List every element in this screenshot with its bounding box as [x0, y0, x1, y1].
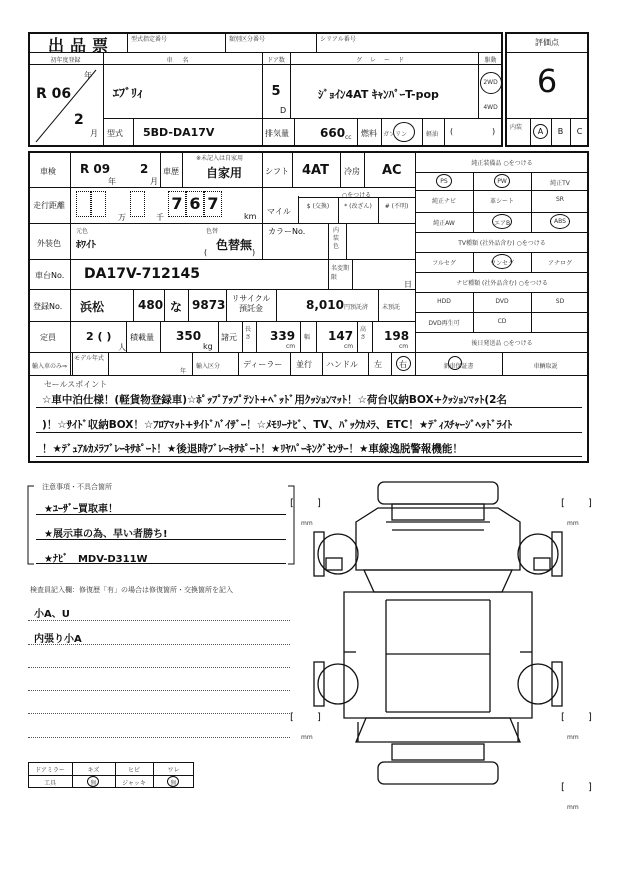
cc-unit: cc	[345, 134, 352, 141]
inspector-label: 検査員記入欄：修復歴「有」の場合は修復箇所・交換箇所を記入	[30, 586, 233, 594]
length-value: 339	[270, 329, 296, 343]
chassis-value: DA17V-712145	[84, 266, 201, 282]
sales-line-2: )！☆ｻｲﾄﾞ収納BOX！☆ﾌﾛｱﾏｯﾄ+ｻｲﾄﾞﾊﾞｲｻﾞｰ！☆ﾒﾓﾘｰﾅﾋﾞ、TV、ﾊﾞｯｸｶﾒﾗ、ETC！★ﾃﾞｨｽﾁｬｰｼﾞﾍｯﾄﾞﾗｲﾄ	[42, 419, 513, 431]
interior-a: A	[537, 127, 544, 136]
navi-sd: SD	[555, 298, 565, 305]
history-note: ※未記入は自家用	[196, 155, 244, 162]
label-interior-color: 内装色	[333, 227, 340, 250]
tv-analog: アナログ	[547, 260, 572, 267]
first-reg-month: 2	[74, 112, 84, 128]
label-parallel: 並行	[296, 360, 312, 369]
label-original-color: 元色	[76, 228, 89, 235]
door-count: 5	[271, 84, 281, 99]
width-unit: cm	[344, 343, 354, 350]
tools-header-scratch: キズ	[87, 767, 100, 774]
navi-hdd: HDD	[437, 298, 451, 305]
bracket-front-left-open: [	[290, 498, 294, 509]
label-ac: 冷房	[344, 167, 360, 176]
load-value: 350	[176, 329, 202, 343]
mark-unknown: # (不明)	[384, 203, 409, 210]
opt-leather: 革シート	[489, 198, 514, 205]
label-model-year: モデル年式	[74, 355, 104, 362]
opt-aw: 純正AW	[433, 220, 455, 227]
later-header: 後日発送品 ○をつける	[471, 340, 533, 347]
displacement-value: 660	[320, 126, 346, 140]
car-damage-diagram	[296, 472, 596, 822]
plate-number: 9873	[192, 298, 226, 312]
label-height: 高さ	[360, 326, 367, 341]
notes-line-3: ★ﾅﾋﾞ MDV-D311W	[44, 554, 148, 565]
inspector-line-2: 内張り小A	[34, 634, 82, 645]
tv-oneseg: ワンセグ	[489, 260, 514, 267]
tools-jack-value: 無	[170, 780, 177, 787]
bracket-front-left-close: ]	[317, 498, 321, 509]
tools-header-break: ワレ	[167, 767, 180, 774]
mm-rear-right: mm	[567, 734, 579, 741]
label-mile: マイル	[267, 207, 291, 216]
tools-tool-label: 工具	[43, 780, 56, 787]
original-color-value: ﾎﾜｲﾄ	[76, 240, 96, 251]
label-capacity: 定員	[40, 333, 56, 342]
height-unit: cm	[399, 343, 409, 350]
label-color-no: カラーNo.	[268, 227, 306, 236]
mm-front-left: mm	[301, 520, 313, 527]
mileage-digit-1	[76, 191, 91, 217]
car-name-value: ｴﾌﾞﾘｨ	[113, 86, 144, 100]
sales-label: セールスポイント	[44, 380, 108, 389]
color-change-value: 色替無	[216, 238, 253, 252]
mileage-sen-unit: 千	[156, 213, 164, 222]
label-fuel: 燃料	[361, 129, 377, 138]
first-reg-era: R 06	[36, 86, 72, 102]
label-drive: 駆動	[484, 57, 497, 64]
inspection-era: R 09	[80, 162, 111, 176]
label-history: 車歴	[163, 167, 179, 176]
inspection-year-unit: 年	[108, 177, 116, 186]
genuine-header: 純正装備品 ○をつける	[471, 160, 533, 167]
mm-front-right: mm	[567, 520, 579, 527]
label-mileage: 走行距離	[33, 201, 65, 210]
interior-b: B	[557, 127, 564, 136]
notes-line-1: ★ﾕｰｻﾞｰ買取車！	[44, 504, 118, 515]
sales-line-3: ！★ﾃﾞｭｱﾙｶﾒﾗﾌﾞﾚｰｷｻﾎﾟｰﾄ！★後退時ﾌﾞﾚｰｷｻﾎﾟｰﾄ！★ﾘﾔﾊﾟｰｷﾝｸﾞｾﾝｻｰ！★車線逸脱警報機能！	[42, 443, 463, 455]
bracket-spare-close: ]	[588, 782, 592, 793]
grade-value: ｼﾞｮｲﾝ4AT ｷｬﾝﾊﾟｰT-pop	[318, 88, 439, 101]
recycle-unpaid: 未預託	[382, 304, 401, 311]
mileage-man-unit: 万	[118, 213, 126, 222]
inspector-line-1: 小A、U	[34, 609, 70, 620]
label-shift: シフト	[265, 167, 289, 176]
tools-header-mirror: ドアミラー	[35, 767, 65, 774]
tools-tool-value: 無	[90, 780, 97, 787]
bracket-spare-open: [	[561, 782, 565, 793]
label-inspection: 車検	[40, 167, 56, 176]
length-unit: cm	[286, 343, 296, 350]
mm-rear-left: mm	[301, 734, 313, 741]
inspection-month: 2	[140, 162, 149, 176]
label-import: 輸入車のみ⇒	[32, 363, 68, 370]
opt-navi: 純正ナビ	[431, 198, 456, 205]
notes-line-2: ★展示車の為、早い者勝ち!	[44, 529, 168, 540]
label-grade: グレード	[355, 57, 412, 64]
tools-jack-label: ジャッキ	[122, 780, 146, 787]
model-year-unit: 年	[180, 368, 187, 375]
later-warranty: 新車保証書	[443, 363, 474, 370]
mileage-value-digit-4: 7	[171, 194, 183, 213]
label-width: 幅	[304, 334, 311, 341]
label-type-number: 型式指定番号	[131, 36, 168, 43]
score-value: 6	[536, 62, 558, 100]
door-type: D	[280, 106, 287, 115]
label-right: 右	[399, 360, 407, 369]
label-car-name: 車名	[166, 57, 199, 64]
tv-header: TV種類 (社外品含む) ○をつける	[458, 240, 546, 247]
first-reg-year-unit: 年	[84, 71, 92, 80]
fuel-gasoline: ガソリン	[383, 131, 408, 138]
navi-header: ナビ種類 (社外品含む) ○をつける	[456, 280, 548, 287]
label-dealer: ディーラー	[243, 360, 283, 369]
model-value: 5BD-DA17V	[143, 126, 215, 139]
capacity-value: 2 ( )	[86, 330, 112, 343]
label-chassis: 車台No.	[35, 271, 65, 280]
label-first-reg: 初年度登録	[50, 57, 81, 64]
label-import-class: 輸入区分	[196, 363, 221, 370]
mark-exchange: $ (交換)	[306, 203, 330, 210]
opt-sr: SR	[556, 196, 564, 203]
mileage-digit-2	[91, 191, 106, 217]
fuel-diesel: 軽油	[426, 131, 439, 138]
label-door: ドア数	[267, 57, 285, 64]
recycle-status: 円預託済	[344, 304, 369, 311]
drive-4wd: 4WD	[483, 104, 498, 111]
label-dims: 諸元	[221, 333, 237, 342]
load-unit: kg	[203, 342, 213, 351]
bracket-front-right-close: ]	[588, 498, 592, 509]
mm-spare: mm	[567, 804, 579, 811]
mileage-km-unit: km	[244, 212, 257, 221]
bracket-rear-right-open: [	[561, 712, 565, 723]
bracket-rear-left-close: ]	[317, 712, 321, 723]
bracket-rear-right-close: ]	[588, 712, 592, 723]
label-color-change: 色替	[206, 228, 219, 235]
first-reg-month-unit: 月	[90, 129, 98, 138]
label-serial-number: シリアル番号	[320, 36, 356, 43]
label-recycle: リサイクル預託金	[231, 294, 271, 313]
name-change-day-unit: 日	[404, 280, 412, 289]
interior-c: C	[576, 127, 583, 136]
mileage-digit-3	[130, 191, 145, 217]
label-plate: 登録No.	[33, 302, 63, 311]
ac-value: AC	[382, 163, 402, 178]
navi-dvd-play: DVD再生可	[428, 320, 460, 327]
tools-header-crack: ヒビ	[127, 767, 140, 774]
bracket-front-right-open: [	[561, 498, 565, 509]
plate-kana: な	[170, 300, 183, 314]
sales-line-1: ☆車中泊仕様！(軽貨物登録車)☆ﾎﾟｯﾌﾟｱｯﾌﾟﾃﾝﾄ+ﾍﾞｯﾄﾞ用ｸｯｼｮﾝﾏｯﾄ！☆荷台収納BOX+ｸｯｼｮﾝﾏｯﾄ(2名	[42, 394, 507, 406]
label-model: 型式	[107, 129, 123, 138]
label-handle: ハンドル	[326, 360, 358, 369]
navi-cd: CD	[497, 318, 507, 325]
label-left: 左	[374, 360, 382, 369]
opt-tv: 純正TV	[550, 180, 570, 187]
shift-value: 4AT	[302, 163, 329, 178]
mileage-value-digit-5: 6	[189, 194, 201, 213]
bracket-rear-left-open: [	[290, 712, 294, 723]
sheet-title: 出品票	[48, 36, 115, 55]
history-value: 自家用	[206, 166, 243, 180]
label-load: 積載量	[130, 333, 154, 342]
mark-tamper: * (改ざん)	[344, 203, 372, 210]
inspection-month-unit: 月	[150, 177, 158, 186]
mark-header: ○をつける	[341, 192, 372, 199]
plate-class: 480	[138, 298, 164, 312]
capacity-unit: 人	[118, 343, 126, 352]
plate-region: 浜松	[80, 300, 105, 314]
drive-2wd: 2WD	[483, 79, 498, 86]
opt-airbag: エアB	[493, 220, 511, 227]
tv-fullseg: フルセグ	[432, 260, 456, 267]
opt-abs: ABS	[554, 218, 566, 225]
opt-pw: PW	[497, 178, 507, 185]
mileage-value-digit-6: 7	[207, 194, 219, 213]
later-manual: 車輌取説	[533, 363, 558, 370]
score-label: 評価点	[535, 38, 559, 47]
opt-ps: PS	[440, 178, 448, 185]
notes-label: 注意事項・不具合箇所	[42, 483, 112, 491]
label-name-change: 名変期限	[331, 265, 350, 281]
width-value: 147	[328, 329, 354, 343]
navi-dvd: DVD	[495, 298, 509, 305]
recycle-value: 8,010	[306, 298, 344, 312]
height-value: 198	[384, 329, 410, 343]
label-exterior-color: 外装色	[37, 239, 61, 248]
label-length: 長さ	[245, 326, 252, 341]
label-displacement: 排気量	[265, 129, 289, 138]
label-interior: 内装	[510, 124, 523, 131]
label-class-number: 類別区分番号	[229, 36, 266, 43]
